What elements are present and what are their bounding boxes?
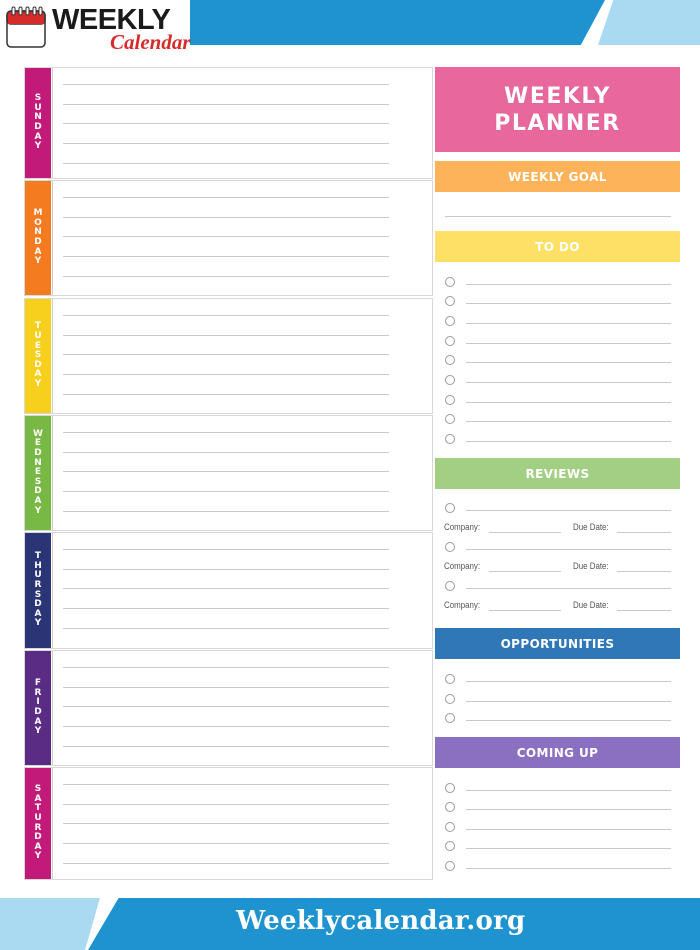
day-tab (25, 768, 51, 879)
due-date-field[interactable] (617, 532, 671, 533)
day-tab (25, 533, 51, 648)
writing-line[interactable] (63, 236, 389, 237)
writing-line[interactable] (63, 804, 389, 805)
day-divider (52, 768, 53, 879)
writing-line[interactable] (63, 843, 389, 844)
todo-line[interactable] (466, 441, 671, 442)
writing-line[interactable] (63, 706, 389, 707)
todo-checkbox[interactable] (445, 375, 455, 385)
writing-line[interactable] (63, 335, 389, 336)
todo-line[interactable] (466, 323, 671, 324)
day-label: FRIDAY (34, 678, 42, 737)
review-line[interactable] (466, 549, 671, 550)
coming-up-label: COMING UP (516, 745, 599, 760)
writing-line[interactable] (63, 354, 389, 355)
writing-line[interactable] (63, 143, 389, 144)
day-block-sunday[interactable] (24, 67, 433, 179)
writing-line[interactable] (63, 104, 389, 105)
day-label: WEDNESDAY (33, 428, 43, 516)
todo-label: TO DO (535, 239, 580, 254)
writing-line[interactable] (63, 687, 389, 688)
writing-line[interactable] (63, 746, 389, 747)
due-date-label: Due Date: (573, 561, 609, 571)
writing-line[interactable] (63, 123, 389, 124)
writing-line[interactable] (63, 726, 389, 727)
coming-up-checkbox[interactable] (445, 822, 455, 832)
weekly-goal-header (435, 161, 680, 192)
day-divider (52, 299, 53, 413)
day-block-monday[interactable] (24, 180, 433, 296)
todo-checkbox[interactable] (445, 316, 455, 326)
opportunities-header (435, 628, 680, 659)
reviews-label: REVIEWS (525, 466, 590, 481)
company-label: Company: (444, 600, 481, 610)
writing-line[interactable] (63, 315, 389, 316)
due-date-label: Due Date: (573, 522, 609, 532)
weekly-goal-label: WEEKLY GOAL (508, 169, 607, 184)
opportunities-label: OPPORTUNITIES (500, 636, 615, 651)
todo-checkbox[interactable] (445, 277, 455, 287)
writing-line[interactable] (63, 588, 389, 589)
writing-line[interactable] (63, 667, 389, 668)
writing-line[interactable] (63, 374, 389, 375)
company-field[interactable] (489, 532, 561, 533)
todo-line[interactable] (466, 284, 671, 285)
review-checkbox[interactable] (445, 581, 455, 591)
footer-site-link[interactable]: Weeklycalendar.org (236, 906, 526, 936)
day-divider (52, 68, 53, 178)
writing-line[interactable] (63, 394, 389, 395)
writing-line[interactable] (63, 163, 389, 164)
todo-line[interactable] (466, 343, 671, 344)
day-label: SUNDAY (34, 93, 42, 152)
writing-line[interactable] (63, 823, 389, 824)
day-tab (25, 299, 51, 413)
todo-checkbox[interactable] (445, 395, 455, 405)
opportunity-checkbox[interactable] (445, 713, 455, 723)
opportunity-checkbox[interactable] (445, 694, 455, 704)
planner-title-line1: WEEKLY (504, 83, 611, 109)
footer-light-stripe (0, 898, 100, 950)
planner-title-block (435, 67, 680, 152)
logo-subtitle: Calendar (110, 30, 191, 54)
opportunity-line[interactable] (466, 701, 671, 702)
day-block-tuesday[interactable] (24, 298, 433, 414)
coming-up-header (435, 737, 680, 768)
day-label: TUESDAY (34, 321, 42, 389)
writing-line[interactable] (63, 628, 389, 629)
day-tab (25, 181, 51, 295)
writing-line[interactable] (63, 84, 389, 85)
due-date-field[interactable] (617, 571, 671, 572)
review-checkbox[interactable] (445, 503, 455, 513)
due-date-label: Due Date: (573, 600, 609, 610)
coming-up-checkbox[interactable] (445, 861, 455, 871)
coming-up-checkbox[interactable] (445, 783, 455, 793)
coming-up-line[interactable] (466, 790, 671, 791)
todo-line[interactable] (466, 382, 671, 383)
todo-header (435, 231, 680, 262)
todo-line[interactable] (466, 362, 671, 363)
company-label: Company: (444, 522, 481, 532)
todo-line[interactable] (466, 421, 671, 422)
day-tab (25, 416, 51, 530)
reviews-header (435, 458, 680, 489)
writing-line[interactable] (63, 432, 389, 433)
writing-line[interactable] (63, 569, 389, 570)
writing-line[interactable] (63, 784, 389, 785)
logo-title: WEEKLY (52, 4, 171, 36)
writing-line[interactable] (63, 511, 389, 512)
planner-title-line2: PLANNER (494, 110, 621, 136)
writing-line[interactable] (63, 217, 389, 218)
coming-up-line[interactable] (466, 809, 671, 810)
todo-checkbox[interactable] (445, 296, 455, 306)
day-block-thursday[interactable] (24, 532, 433, 649)
writing-line[interactable] (63, 452, 389, 453)
weekly-goal-line[interactable] (445, 216, 671, 217)
coming-up-line[interactable] (466, 829, 671, 830)
todo-checkbox[interactable] (445, 434, 455, 444)
todo-line[interactable] (466, 402, 671, 403)
company-label: Company: (444, 561, 481, 571)
coming-up-line[interactable] (466, 848, 671, 849)
todo-checkbox[interactable] (445, 414, 455, 424)
coming-up-checkbox[interactable] (445, 841, 455, 851)
header-light-stripe (598, 0, 700, 45)
day-label: SATURDAY (34, 784, 42, 862)
writing-line[interactable] (63, 491, 389, 492)
writing-line[interactable] (63, 863, 389, 864)
review-checkbox[interactable] (445, 542, 455, 552)
day-divider (52, 416, 53, 530)
opportunity-checkbox[interactable] (445, 674, 455, 684)
day-block-saturday[interactable] (24, 767, 433, 880)
day-divider (52, 533, 53, 648)
day-divider (52, 181, 53, 295)
writing-line[interactable] (63, 549, 389, 550)
day-tab (25, 651, 51, 765)
opportunity-line[interactable] (466, 720, 671, 721)
todo-checkbox[interactable] (445, 355, 455, 365)
day-divider (52, 651, 53, 765)
writing-line[interactable] (63, 197, 389, 198)
day-label: THURSDAY (34, 551, 42, 629)
day-label: MONDAY (33, 208, 43, 267)
day-tab (25, 68, 51, 178)
review-line[interactable] (466, 588, 671, 589)
todo-checkbox[interactable] (445, 336, 455, 346)
writing-line[interactable] (63, 276, 389, 277)
review-line[interactable] (466, 510, 671, 511)
writing-line[interactable] (63, 471, 389, 472)
coming-up-checkbox[interactable] (445, 802, 455, 812)
calendar-icon (6, 6, 46, 48)
day-block-friday[interactable] (24, 650, 433, 766)
todo-line[interactable] (466, 303, 671, 304)
company-field[interactable] (489, 610, 561, 611)
writing-line[interactable] (63, 256, 389, 257)
day-block-wednesday[interactable] (24, 415, 433, 531)
opportunity-line[interactable] (466, 681, 671, 682)
company-field[interactable] (489, 571, 561, 572)
writing-line[interactable] (63, 608, 389, 609)
logo[interactable] (0, 0, 190, 57)
coming-up-line[interactable] (466, 868, 671, 869)
due-date-field[interactable] (617, 610, 671, 611)
